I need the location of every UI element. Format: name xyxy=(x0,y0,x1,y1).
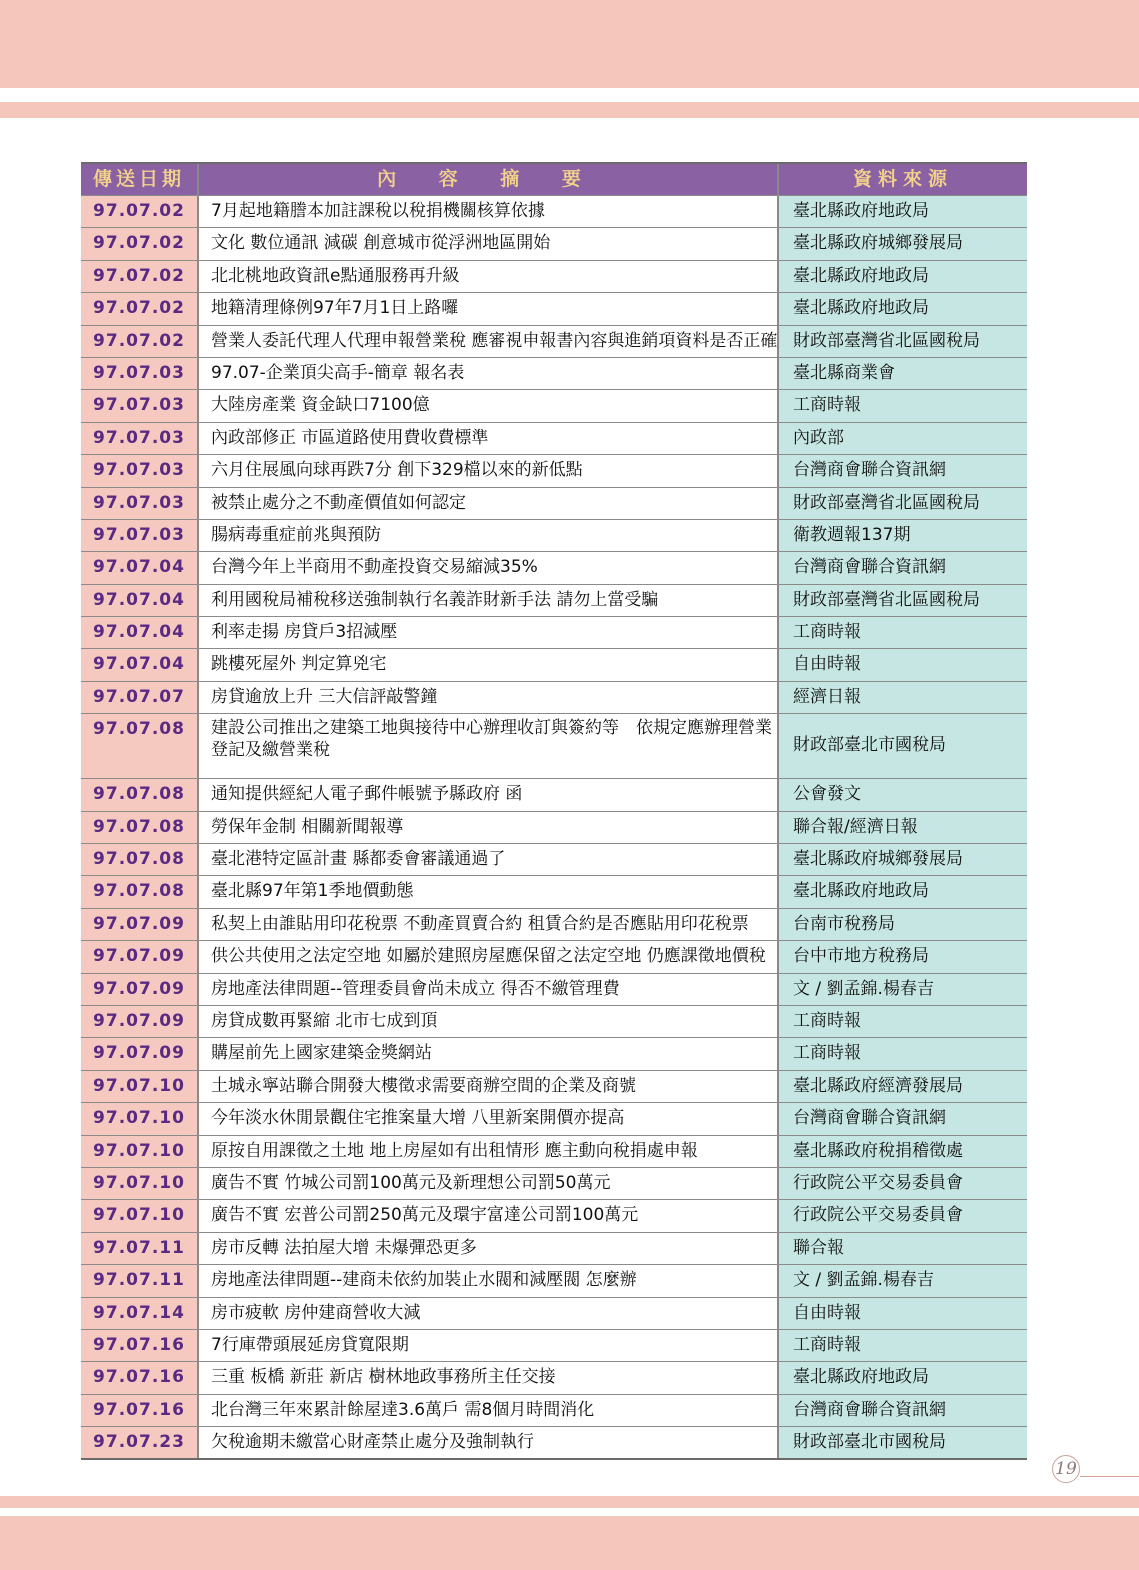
row-source: 臺北縣政府地政局 xyxy=(779,293,1027,324)
row-date: 97.07.09 xyxy=(81,1006,199,1037)
row-content: 廣告不實 竹城公司罰100萬元及新理想公司罰50萬元 xyxy=(199,1168,779,1199)
header-source: 資料來源 xyxy=(779,164,1027,195)
row-source: 臺北縣政府稅捐稽徵處 xyxy=(779,1136,1027,1167)
row-date: 97.07.10 xyxy=(81,1103,199,1134)
row-source: 臺北縣商業會 xyxy=(779,358,1027,389)
table-row xyxy=(81,292,1027,324)
row-content: 勞保年金制 相關新聞報導 xyxy=(199,812,779,843)
row-date: 97.07.16 xyxy=(81,1395,199,1426)
row-source: 臺北縣政府城鄉發展局 xyxy=(779,228,1027,259)
row-source: 內政部 xyxy=(779,423,1027,454)
row-date: 97.07.08 xyxy=(81,714,199,778)
row-source: 財政部臺灣省北區國稅局 xyxy=(779,326,1027,357)
table-row xyxy=(81,1135,1027,1167)
row-content: 7月起地籍謄本加註課稅以稅捐機關核算依據 xyxy=(199,196,779,227)
header-date: 傳送日期 xyxy=(81,164,199,195)
row-date: 97.07.02 xyxy=(81,228,199,259)
row-source: 臺北縣政府經濟發展局 xyxy=(779,1071,1027,1102)
row-source: 行政院公平交易委員會 xyxy=(779,1168,1027,1199)
table-row xyxy=(81,681,1027,713)
table-row xyxy=(81,454,1027,486)
row-source: 自由時報 xyxy=(779,649,1027,680)
row-content: 土城永寧站聯合開發大樓徵求需要商辦空間的企業及商號 xyxy=(199,1071,779,1102)
row-content: 臺北港特定區計畫 縣都委會審議通過了 xyxy=(199,844,779,875)
table-row xyxy=(81,1297,1027,1329)
row-date: 97.07.03 xyxy=(81,455,199,486)
table-row xyxy=(81,713,1027,778)
row-source: 臺北縣政府地政局 xyxy=(779,876,1027,907)
table-row xyxy=(81,325,1027,357)
row-content: 臺北縣97年第1季地價動態 xyxy=(199,876,779,907)
row-date: 97.07.10 xyxy=(81,1168,199,1199)
bottom-band xyxy=(0,1516,1139,1570)
row-date: 97.07.16 xyxy=(81,1362,199,1393)
table-row xyxy=(81,1070,1027,1102)
row-content: 腸病毒重症前兆與預防 xyxy=(199,520,779,551)
row-date: 97.07.02 xyxy=(81,293,199,324)
row-date: 97.07.02 xyxy=(81,196,199,227)
row-date: 97.07.08 xyxy=(81,779,199,810)
row-content: 私契上由誰貼用印花稅票 不動產買賣合約 租賃合約是否應貼用印花稅票 xyxy=(199,909,779,940)
table-row xyxy=(81,584,1027,616)
row-date: 97.07.08 xyxy=(81,812,199,843)
table-row xyxy=(81,1167,1027,1199)
row-source: 工商時報 xyxy=(779,1038,1027,1069)
table-row xyxy=(81,908,1027,940)
table-row xyxy=(81,487,1027,519)
row-content: 營業人委託代理人代理申報營業稅 應審視申報書內容與進銷項資料是否正確 xyxy=(199,326,779,357)
row-content: 北台灣三年來累計餘屋達3.6萬戶 需8個月時間消化 xyxy=(199,1395,779,1426)
row-content: 房市疲軟 房仲建商營收大減 xyxy=(199,1298,779,1329)
table-row xyxy=(81,357,1027,389)
row-date: 97.07.10 xyxy=(81,1071,199,1102)
row-date: 97.07.09 xyxy=(81,909,199,940)
row-date: 97.07.03 xyxy=(81,423,199,454)
table-row xyxy=(81,811,1027,843)
row-date: 97.07.11 xyxy=(81,1233,199,1264)
row-content: 房市反轉 法拍屋大增 未爆彈恐更多 xyxy=(199,1233,779,1264)
row-source: 臺北縣政府城鄉發展局 xyxy=(779,844,1027,875)
row-date: 97.07.02 xyxy=(81,326,199,357)
row-content: 房貸成數再緊縮 北市七成到頂 xyxy=(199,1006,779,1037)
row-source: 經濟日報 xyxy=(779,682,1027,713)
row-source: 台灣商會聯合資訊網 xyxy=(779,1103,1027,1134)
row-date: 97.07.03 xyxy=(81,488,199,519)
row-date: 97.07.16 xyxy=(81,1330,199,1361)
row-source: 財政部臺灣省北區國稅局 xyxy=(779,488,1027,519)
table-row xyxy=(81,778,1027,810)
row-content: 廣告不實 宏普公司罰250萬元及環宇富達公司罰100萬元 xyxy=(199,1200,779,1231)
page-number-rule xyxy=(1080,1476,1139,1477)
row-date: 97.07.03 xyxy=(81,358,199,389)
row-source: 工商時報 xyxy=(779,617,1027,648)
row-date: 97.07.08 xyxy=(81,876,199,907)
row-content: 內政部修正 市區道路使用費收費標準 xyxy=(199,423,779,454)
table-row xyxy=(81,519,1027,551)
row-source: 財政部臺灣省北區國稅局 xyxy=(779,585,1027,616)
row-date: 97.07.04 xyxy=(81,552,199,583)
row-source: 聯合報 xyxy=(779,1233,1027,1264)
row-date: 97.07.02 xyxy=(81,261,199,292)
row-date: 97.07.04 xyxy=(81,617,199,648)
table-row xyxy=(81,389,1027,421)
row-date: 97.07.11 xyxy=(81,1265,199,1296)
table-row xyxy=(81,1102,1027,1134)
row-content: 文化 數位通訊 減碳 創意城市從浮洲地區開始 xyxy=(199,228,779,259)
row-source: 臺北縣政府地政局 xyxy=(779,196,1027,227)
news-table xyxy=(81,162,1027,1460)
row-source: 公會發文 xyxy=(779,779,1027,810)
row-content: 大陸房產業 資金缺口7100億 xyxy=(199,390,779,421)
page-number: 19 xyxy=(1052,1455,1080,1483)
header-content: 內 容 摘 要 xyxy=(199,164,779,195)
row-content: 地籍清理條例97年7月1日上路囉 xyxy=(199,293,779,324)
row-source: 聯合報/經濟日報 xyxy=(779,812,1027,843)
row-source: 行政院公平交易委員會 xyxy=(779,1200,1027,1231)
row-content: 被禁止處分之不動產價值如何認定 xyxy=(199,488,779,519)
row-source: 衛教週報137期 xyxy=(779,520,1027,551)
table-row xyxy=(81,1264,1027,1296)
row-date: 97.07.10 xyxy=(81,1136,199,1167)
row-source: 工商時報 xyxy=(779,390,1027,421)
row-date: 97.07.07 xyxy=(81,682,199,713)
row-date: 97.07.10 xyxy=(81,1200,199,1231)
table-row xyxy=(81,648,1027,680)
table-row xyxy=(81,1329,1027,1361)
row-source: 台中市地方稅務局 xyxy=(779,941,1027,972)
table-row xyxy=(81,1005,1027,1037)
row-source: 財政部臺北市國稅局 xyxy=(779,714,1027,778)
row-source: 台灣商會聯合資訊網 xyxy=(779,455,1027,486)
top-band xyxy=(0,0,1139,88)
row-source: 臺北縣政府地政局 xyxy=(779,261,1027,292)
table-row xyxy=(81,1394,1027,1426)
row-source: 台灣商會聯合資訊網 xyxy=(779,1395,1027,1426)
table-header xyxy=(81,164,1027,195)
row-content: 7行庫帶頭展延房貸寬限期 xyxy=(199,1330,779,1361)
table-row xyxy=(81,551,1027,583)
row-content: 97.07-企業頂尖高手-簡章 報名表 xyxy=(199,358,779,389)
row-date: 97.07.04 xyxy=(81,585,199,616)
row-content: 利用國稅局補稅移送強制執行名義詐財新手法 請勿上當受騙 xyxy=(199,585,779,616)
row-content: 通知提供經紀人電子郵件帳號予縣政府 函 xyxy=(199,779,779,810)
row-source: 工商時報 xyxy=(779,1330,1027,1361)
row-content: 利率走揚 房貸戶3招減壓 xyxy=(199,617,779,648)
row-content: 三重 板橋 新莊 新店 樹林地政事務所主任交接 xyxy=(199,1362,779,1393)
table-row xyxy=(81,422,1027,454)
row-date: 97.07.03 xyxy=(81,520,199,551)
top-stripe xyxy=(0,102,1139,118)
table-row xyxy=(81,1199,1027,1231)
row-source: 自由時報 xyxy=(779,1298,1027,1329)
table-row xyxy=(81,973,1027,1005)
row-content: 六月住展風向球再跌7分 創下329檔以來的新低點 xyxy=(199,455,779,486)
row-content: 台灣今年上半商用不動產投資交易縮減35% xyxy=(199,552,779,583)
row-date: 97.07.23 xyxy=(81,1427,199,1458)
row-content: 房地產法律問題--管理委員會尚未成立 得否不繳管理費 xyxy=(199,974,779,1005)
row-content: 房貸逾放上升 三大信評敲警鐘 xyxy=(199,682,779,713)
table-row xyxy=(81,1361,1027,1393)
table-row xyxy=(81,1426,1027,1458)
bottom-stripe xyxy=(0,1496,1139,1508)
table-row xyxy=(81,195,1027,227)
table-row xyxy=(81,227,1027,259)
row-date: 97.07.08 xyxy=(81,844,199,875)
table-row xyxy=(81,940,1027,972)
row-content: 今年淡水休閒景觀住宅推案量大增 八里新案開價亦提高 xyxy=(199,1103,779,1134)
row-content: 房地產法律問題--建商未依約加裝止水閥和減壓閥 怎麼辦 xyxy=(199,1265,779,1296)
table-row xyxy=(81,1232,1027,1264)
row-source: 工商時報 xyxy=(779,1006,1027,1037)
row-date: 97.07.09 xyxy=(81,974,199,1005)
row-content: 購屋前先上國家建築金獎網站 xyxy=(199,1038,779,1069)
row-date: 97.07.09 xyxy=(81,1038,199,1069)
row-source: 台灣商會聯合資訊網 xyxy=(779,552,1027,583)
row-date: 97.07.04 xyxy=(81,649,199,680)
row-content: 北北桃地政資訊e點通服務再升級 xyxy=(199,261,779,292)
row-date: 97.07.09 xyxy=(81,941,199,972)
row-source: 台南市稅務局 xyxy=(779,909,1027,940)
row-source: 臺北縣政府地政局 xyxy=(779,1362,1027,1393)
row-content: 跳樓死屋外 判定算兇宅 xyxy=(199,649,779,680)
table-row xyxy=(81,843,1027,875)
row-content: 建設公司推出之建築工地與接待中心辦理收訂與簽約等 依規定應辦理營業登記及繳營業稅 xyxy=(199,714,779,778)
row-content: 供公共使用之法定空地 如屬於建照房屋應保留之法定空地 仍應課徵地價稅 xyxy=(199,941,779,972)
table-row xyxy=(81,260,1027,292)
row-content: 原按自用課徵之土地 地上房屋如有出租情形 應主動向稅捐處申報 xyxy=(199,1136,779,1167)
table-row xyxy=(81,1037,1027,1069)
row-date: 97.07.03 xyxy=(81,390,199,421)
row-date: 97.07.14 xyxy=(81,1298,199,1329)
row-source: 文 / 劉孟錦.楊春吉 xyxy=(779,974,1027,1005)
row-source: 財政部臺北市國稅局 xyxy=(779,1427,1027,1458)
row-content: 欠稅逾期未繳當心財產禁止處分及強制執行 xyxy=(199,1427,779,1458)
table-row xyxy=(81,875,1027,907)
row-source: 文 / 劉孟錦.楊春吉 xyxy=(779,1265,1027,1296)
table-row xyxy=(81,616,1027,648)
